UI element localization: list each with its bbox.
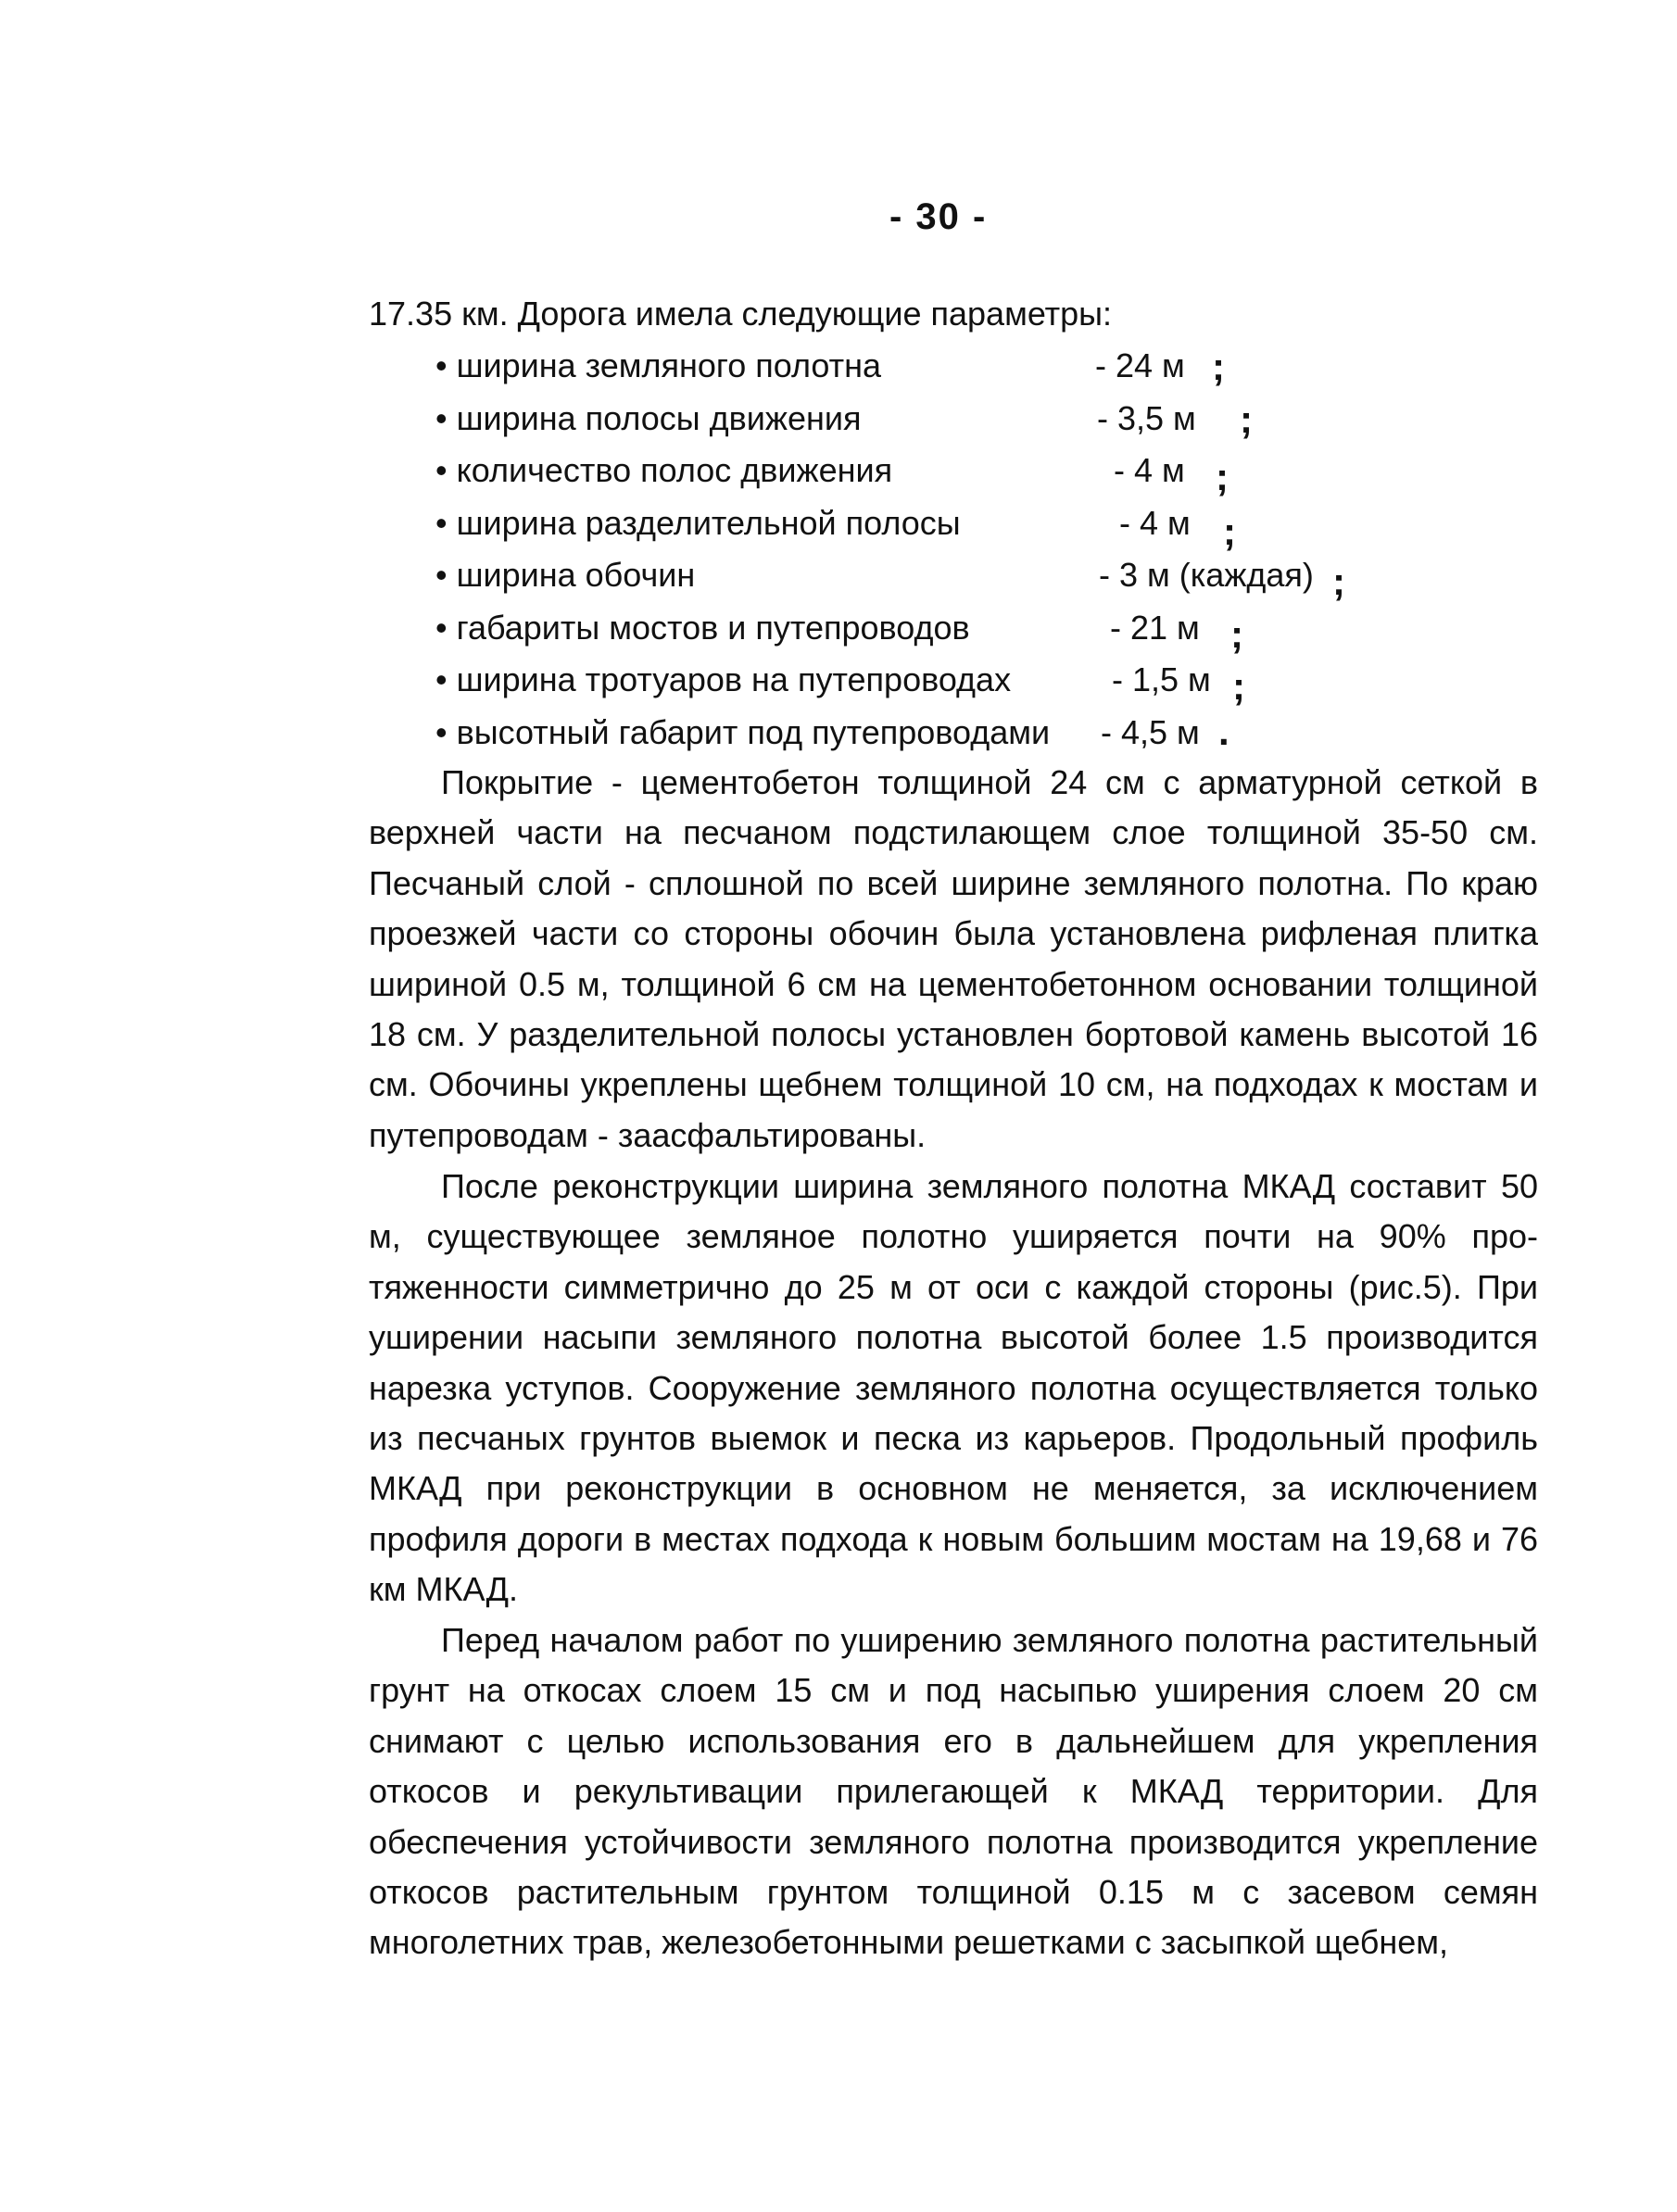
parameter-end-mark: . (1218, 709, 1229, 753)
parameter-end-mark: ; (1332, 559, 1345, 603)
parameter-value: - 21 м (1110, 608, 1200, 647)
parameter-name: • ширина обочин (435, 556, 696, 594)
parameter-name: • ширина полосы движения (435, 398, 862, 437)
parameter-end-mark: ; (1240, 396, 1253, 441)
page-number: - 30 - (889, 196, 988, 237)
parameter-value: - 3,5 м (1097, 398, 1196, 437)
parameter-value: - 3 м (каждая) (1099, 556, 1314, 594)
parameter-end-mark: ; (1223, 509, 1236, 553)
parameter-value: - 24 м (1095, 346, 1185, 384)
paragraph: После реконструкции ширина земляного полотна МКАД составит 50 м, существующее земляное полотно уширяется почти на 90% протяженности симметрично до 25 м от оси с каждой стороны (рис.5). При уширении насыпи земляного полотна высотой более 1.5 производится нарезка уступов. Сооружение земляного полотна осуществляется только из песчаных грунтов выемок и песка из карьеров. Продольный профиль МКАД при реконструкции в основном не меняется, за исключением профиля дороги в местах подхода к новым большим мостам на 19,68 и 76 км МКАД. (369, 1167, 1538, 1609)
paragraph: Перед началом работ по уширению земляного полотна растительный грунт на откосах слоем 15 см и под насыпью уширения слоем 20 см снимают с целью использования его в дальнейшем для укрепления откосов и рекультивации прилегающей к МКАД территории. Для обеспечения устойчивости земляного полотна производится укрепление откосов растительным грунтом толщиной 0.15 м с засевом семян многолетних трав, железобетонными решетками с засыпкой щебнем, (369, 1621, 1538, 1962)
parameter-end-mark: ; (1230, 611, 1243, 656)
parameter-end-mark: ; (1216, 455, 1229, 498)
parameter-value: - 4 м (1114, 451, 1185, 489)
parameter-name: • количество полос движения (435, 451, 893, 489)
parameter-name: • ширина разделительной полосы (435, 503, 961, 542)
parameter-name: • ширина земляного полотна (435, 346, 882, 384)
intro-line: 17.35 км. Дорога имела следующие параметры: (369, 295, 1113, 333)
parameter-name: • габариты мостов и путепроводов (435, 608, 970, 647)
parameter-name: • высотный габарит под путепроводами (435, 712, 1051, 751)
parameter-value: - 4 м (1119, 503, 1191, 542)
parameter-name: • ширина тротуаров на путепроводах (435, 660, 1012, 698)
parameter-value: - 1,5 м (1112, 660, 1211, 698)
parameter-end-mark: ; (1212, 345, 1225, 388)
parameter-value: - 4,5 м (1101, 712, 1200, 751)
paragraph: Покрытие - цементобетон толщиной 24 см с арматурной сеткой в верхней части на песчаном подстилающем слое толщиной 35-50 см. Песчаный слой - сплошной по всей ширине земляного полотна. По краю проезжей части со стороны обочин была установлена рифленая плитка шириной 0.5 м, толщиной 6 см на цементобетонном основании толщиной 18 см. У разделительной полосы установлен бортовой камень высотой 16 см. Обочины укреплены щебнем толщиной 10 см, на подходах к мостам и путепроводам - заасфальтированы. (369, 763, 1538, 1154)
parameter-end-mark: ; (1232, 664, 1245, 708)
